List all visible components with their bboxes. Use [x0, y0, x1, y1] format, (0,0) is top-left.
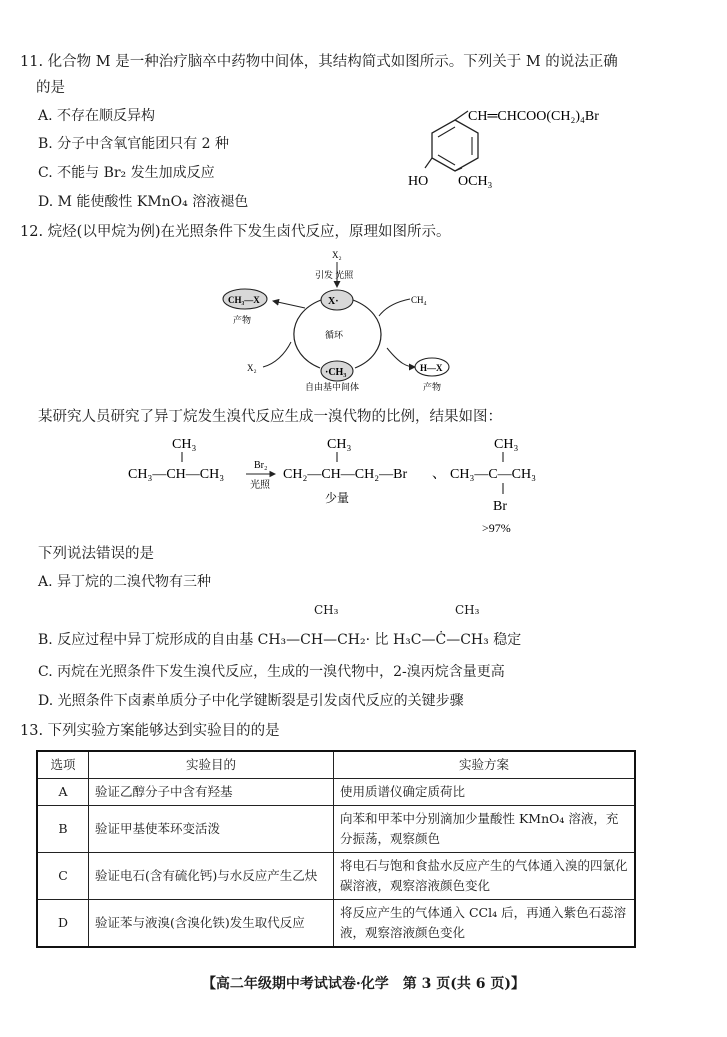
halogenation-cycle-diagram — [215, 244, 475, 394]
cycle-product-left-label: 产物 — [233, 315, 252, 325]
cycle-ch3-radical: ·CH₃ — [325, 367, 347, 378]
q12-option-c: C. 丙烷在光照条件下发生溴代反应，生成的一溴代物中，2-溴丙烷含量更高 — [38, 664, 505, 680]
q12-stem-line2: 某研究人员研究了异丁烷发生溴代反应生成一溴代物的比例，结果如图： — [38, 409, 502, 425]
table-header-row — [37, 751, 635, 779]
q11-option-b: B. 分子中含氧官能团只有 2 种 — [38, 136, 229, 152]
table-header-purpose: 实验目的 — [89, 751, 334, 779]
q11-option-c: C. 不能与 Br₂ 发生加成反应 — [38, 165, 215, 181]
cycle-hx: H—X — [420, 363, 443, 373]
cycle-label: 循环 — [325, 330, 344, 340]
table-header-plan: 实验方案 — [334, 751, 636, 779]
isobutane-bromination — [120, 430, 560, 540]
q11-stem-line1: 11. 化合物 M 是一种治疗脑卒中药物中间体，其结构简式如图所示。下列关于 M 的说法正确 — [20, 54, 618, 70]
row-plan: 将电石与饱和食盐水反应产生的气体通入溴的四氯化碳溶液，观察溶液颜色变化 — [334, 853, 636, 900]
cycle-x2-top: X₂ — [332, 250, 342, 260]
q11-option-d: D. M 能使酸性 KMnO₄ 溶液褪色 — [38, 194, 249, 210]
q11-stem-line2: 的是 — [36, 80, 65, 96]
q12-stem-line3: 下列说法错误的是 — [38, 546, 154, 562]
rxn-product2-br: Br — [493, 499, 507, 514]
rxn-small-amount: 少量 — [325, 491, 350, 505]
q12-option-b: B. 反应过程中异丁烷形成的自由基 CH₃—CH—CH₂· 比 H₃C—Ċ—CH₃ 稳定 — [38, 632, 522, 648]
row-purpose: 验证甲基使苯环变活泼 — [89, 806, 334, 853]
q12-optb-ch3-a: CH₃ — [314, 603, 339, 617]
compound-m-ho: HO — [408, 174, 429, 189]
table-row — [37, 806, 635, 853]
q13-stem: 13. 下列实验方案能够达到实验目的的是 — [20, 723, 280, 739]
row-option: C — [37, 853, 89, 900]
row-option: D — [37, 900, 89, 948]
cycle-ch3x: CH₃—X — [228, 295, 260, 305]
row-purpose: 验证电石(含有硫化钙)与水反应产生乙炔 — [89, 853, 334, 900]
cycle-ch4: CH₄ — [411, 295, 427, 305]
q12-stem-line1: 12. 烷烃(以甲烷为例)在光照条件下发生卤代反应，原理如图所示。 — [20, 224, 451, 240]
table-row — [37, 779, 635, 806]
page-footer: 【高二年级期中考试试卷·化学 第 3 页(共 6 页)】 — [201, 976, 526, 992]
rxn-product2: CH₃—C—CH₃ — [450, 467, 536, 482]
row-plan: 向苯和甲苯中分别滴加少量酸性 KMnO₄ 溶液，充分振荡，观察颜色 — [334, 806, 636, 853]
cycle-x-radical: X· — [328, 296, 339, 307]
cycle-x2-left: X₂ — [247, 363, 257, 373]
q12-option-a: A. 异丁烷的二溴代物有三种 — [38, 574, 212, 590]
rxn-reactant: CH₃—CH—CH₃ — [128, 467, 225, 482]
rxn-condition: 光照 — [250, 480, 270, 491]
compound-m-side-chain: CH═CHCOO(CH₂)₄Br — [468, 109, 599, 124]
rxn-reagent: Br₂ — [254, 460, 268, 471]
q11-option-a: A. 不存在顺反异构 — [38, 108, 156, 124]
table-row — [37, 900, 635, 948]
row-plan: 使用质谱仪确定质荷比 — [334, 779, 636, 806]
cycle-intermediate-label: 自由基中间体 — [305, 382, 360, 392]
rxn-separator: 、 — [432, 467, 446, 482]
q13-experiment-table — [36, 750, 636, 948]
cycle-initiation-label: 引发 光照 — [315, 270, 354, 280]
row-option: A — [37, 779, 89, 806]
table-header-option: 选项 — [37, 751, 89, 779]
row-purpose: 验证苯与液溴(含溴化铁)发生取代反应 — [89, 900, 334, 948]
compound-m-structure — [400, 100, 650, 195]
rxn-product1: CH₂—CH—CH₂—Br — [283, 467, 408, 482]
rxn-percentage: >97% — [482, 521, 511, 535]
rxn-product1-branch: CH₃ — [327, 437, 352, 452]
compound-m-och3: OCH₃ — [458, 174, 493, 189]
rxn-reactant-branch: CH₃ — [172, 437, 197, 452]
row-purpose: 验证乙醇分子中含有羟基 — [89, 779, 334, 806]
q12-option-d: D. 光照条件下卤素单质分子中化学键断裂是引发卤代反应的关键步骤 — [38, 693, 464, 709]
row-plan: 将反应产生的气体通入 CCl₄ 后，再通入紫色石蕊溶液，观察溶液颜色变化 — [334, 900, 636, 948]
row-option: B — [37, 806, 89, 853]
q12-optb-ch3-b: CH₃ — [455, 603, 480, 617]
rxn-product2-branch: CH₃ — [494, 437, 519, 452]
table-row — [37, 853, 635, 900]
cycle-product-right-label: 产物 — [423, 382, 442, 392]
